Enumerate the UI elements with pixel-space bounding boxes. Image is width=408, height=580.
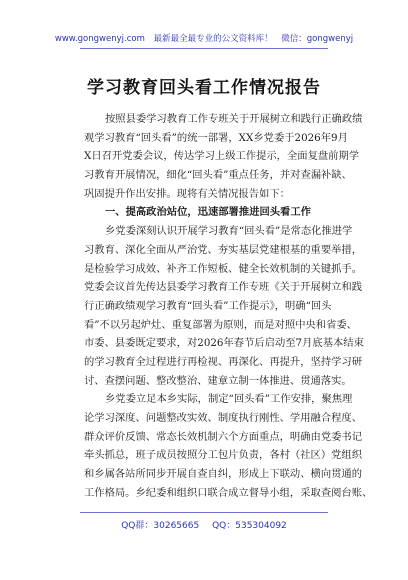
wechat-id: 微信：gongwenyj [281,34,354,44]
paragraph-line: 牵头抓总，班子成员按照分工包片负责，各村（社区）党组织 [84,449,363,462]
qq-group: QQ群：30265665 [121,521,200,531]
paragraph-line: 按照县委学习教育工作专班关于开展树立和践行正确政绩 [105,113,363,125]
site-footer [0,518,408,531]
paragraph-line: 和乡属各站所同步开展自查自纠，形成上下联动、横向贯通的 [84,468,363,481]
paragraph-line: 的学习教育全过程进行再检视、再深化、再提升，坚持学习研 [84,355,363,368]
site-header [0,32,408,44]
paragraph-line: 党委会议首先传达县委学习教育工作专班《关于开展树立和践 [84,281,363,294]
site-slogan: 最新最全最专业的公文资料库！ [153,34,273,44]
section-heading: 一、提高政治站位，迅速部署推进回头看工作 [105,206,311,219]
paragraph-line: X日召开党委会议，传达学习上级工作提示，全面复盘前期学 [84,150,360,163]
qq-contact: QQ：535304092 [212,521,287,531]
paragraph-line: 习教育、深化全面从严治党、夯实基层党建根基的重要举措， [84,243,363,256]
document-body [84,110,373,502]
paragraph-line: 习教育开展情况，细化“回头看”重点任务，并对查漏补缺、 [84,169,352,182]
paragraph-line: 讨、查摆问题、整改整治、建章立制一体推进、贯通落实。 [84,374,352,387]
footer-divider [80,512,328,513]
paragraph-line: 乡党委立足本乡实际，制定“回头看”工作安排，聚焦理 [105,393,353,406]
paragraph-line: 论学习深度、问题整改实效、制度执行刚性、学用融合程度、 [84,412,363,424]
paragraph-line: 工作格局。乡纪委和组织口联合成立督导小组，采取查阅台账、 [84,486,373,499]
paragraph-line: 行正确政绩观学习教育“回头看”工作提示》，明确“回头 [84,299,332,312]
header-divider [80,48,328,49]
paragraph-line: 是检验学习成效、补齐工作短板、健全长效机制的关键抓手。 [84,262,363,275]
paragraph-line: 市委、县委既定要求，对2026年春节后启动至7月底基本结束 [84,337,364,350]
paragraph-line: 乡党委深刻认识开展学习教育“回头看”是常态化推进学 [105,225,353,238]
paragraph-line: 看”不以另起炉灶、重复部署为原则，而是对照中央和省委、 [84,318,357,331]
paragraph-line: 观学习教育“回头看”的统一部署，XX乡党委于2026年9月 [84,131,348,144]
document-title: 学习教育回头看工作情况报告 [87,78,321,98]
paragraph-line: 巩固提升作出安排。现将有关情况报告如下： [84,187,290,200]
site-url[interactable]: www.gongwenyj.com [54,34,145,44]
paragraph-line: 群众评价反馈、常态长效机制六个方面重点，明确由党委书记 [84,430,363,443]
